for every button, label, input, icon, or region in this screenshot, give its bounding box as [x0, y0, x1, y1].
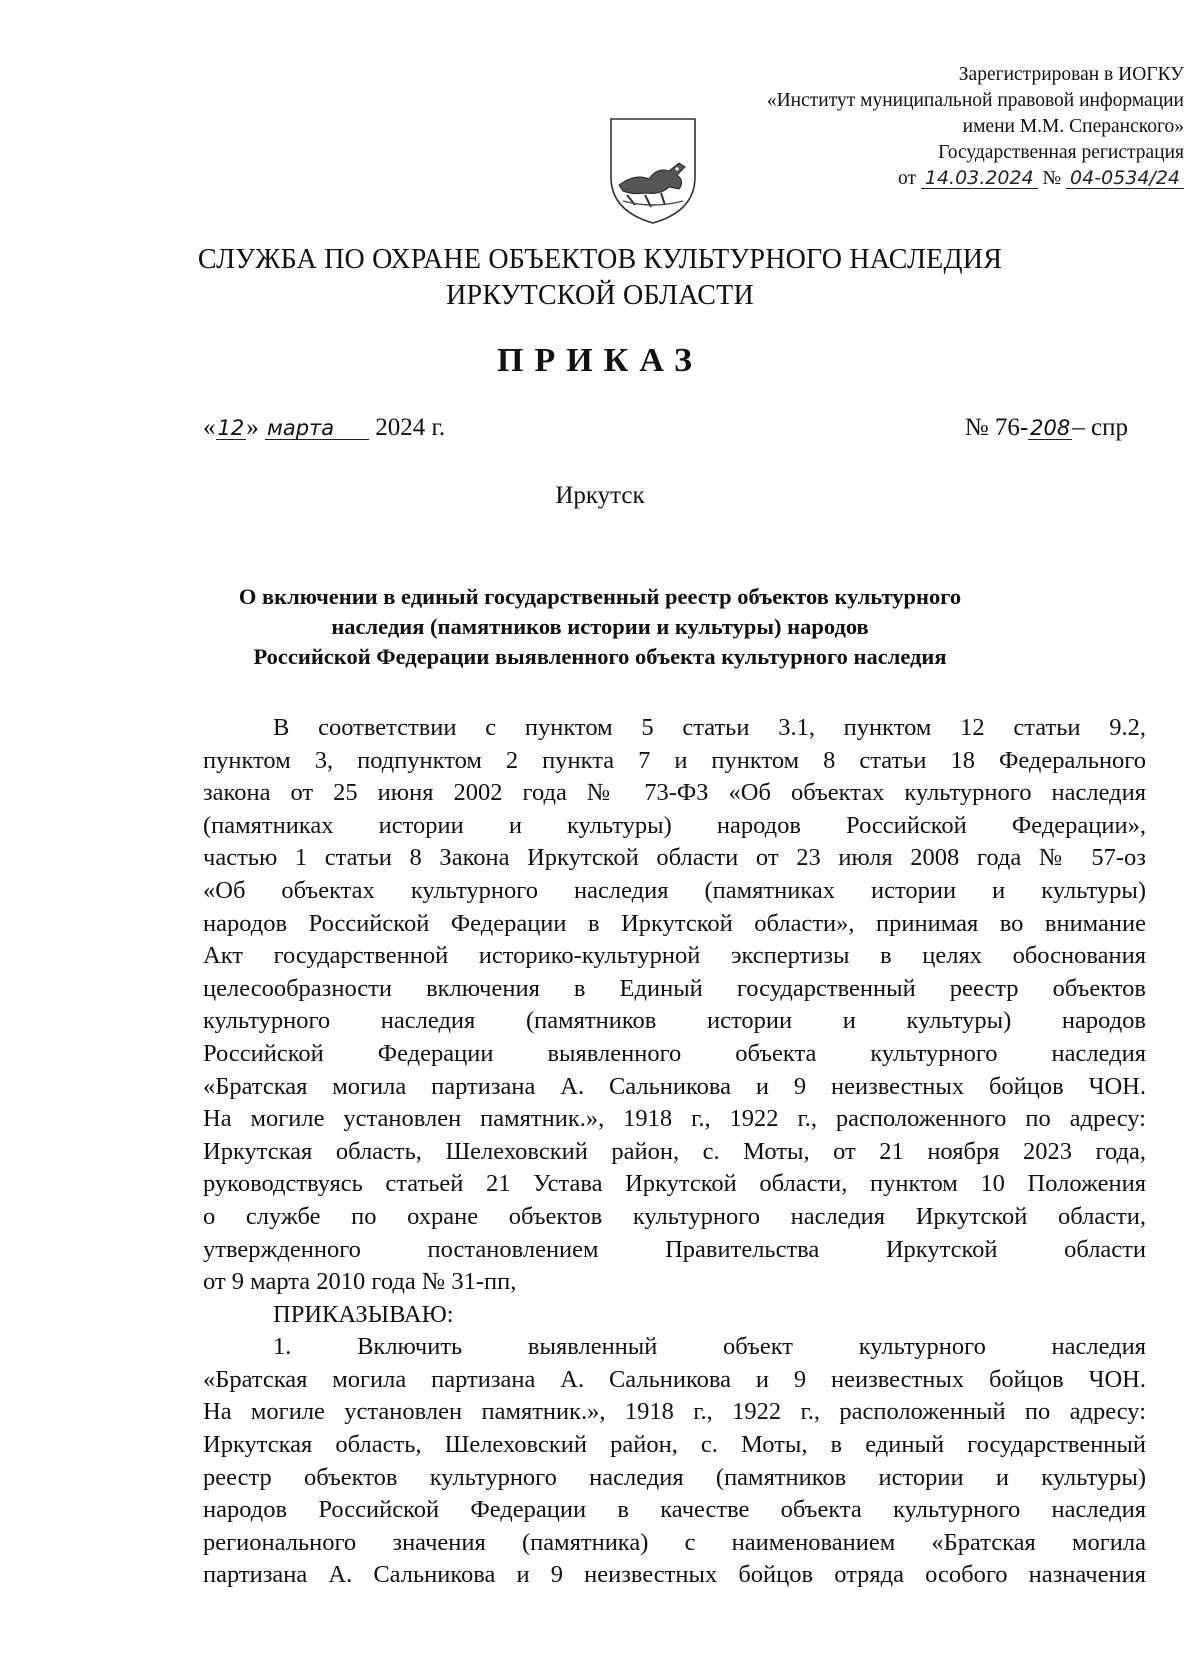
- order-number-handwritten: 208: [1030, 416, 1071, 440]
- body-line: культурного наследия (памятников истории и культуры) народов: [203, 1007, 1146, 1035]
- heading-line: Российской Федерации выявленного объекта культурного наследия: [253, 644, 947, 669]
- body-line: частью 1 статьи 8 Закона Иркутской области от 23 июля 2008 года № 57-оз: [203, 844, 1146, 872]
- registration-from-label: от: [897, 168, 916, 189]
- organization-line: СЛУЖБА ПО ОХРАНЕ ОБЪЕКТОВ КУЛЬТУРНОГО НАСЛЕДИЯ: [197, 244, 1003, 275]
- body-line: «Об объектах культурного наследия (памятниках истории и культуры): [203, 876, 1146, 904]
- quote-open: «: [203, 414, 216, 441]
- body-line: (памятниках истории и культуры) народов Российской Федерации»,: [203, 811, 1146, 839]
- body-line: Иркутская область, Шелеховский район, с. Моты, в единый государственный: [203, 1431, 1146, 1459]
- body-line: народов Российской Федерации в Иркутской области», принимая во внимание: [203, 909, 1146, 937]
- organization-line: ИРКУТСКОЙ ОБЛАСТИ: [446, 280, 754, 311]
- body-line: о службе по охране объектов культурного наследия Иркутской области,: [203, 1202, 1146, 1230]
- body-line: от 9 марта 2010 года № 31-пп,: [203, 1268, 517, 1296]
- body-line: реестр объектов культурного наследия (памятников истории и культуры): [203, 1463, 1146, 1491]
- heading-line: О включении в единый государственный реестр объектов культурного: [238, 584, 962, 609]
- order-heading: [200, 582, 1000, 672]
- document-type-title: ПРИКАЗ: [497, 342, 703, 379]
- order-body: [203, 712, 1146, 1592]
- date-month-handwritten: марта: [265, 417, 369, 440]
- registration-line: Государственная регистрация: [938, 142, 1184, 163]
- coat-of-arms-icon: [605, 115, 701, 227]
- body-line: Иркутская область, Шелеховский район, с. Моты, от 21 ноября 2023 года,: [203, 1137, 1146, 1165]
- registration-line: «Институт муниципальной правовой информации: [766, 90, 1184, 111]
- date-year: 2024 г.: [375, 414, 446, 441]
- body-line: Российской Федерации выявленного объекта культурного наследия: [203, 1039, 1146, 1067]
- registration-date-handwritten: 14.03.2024: [921, 168, 1038, 189]
- body-line: закона от 25 июня 2002 года № 73-ФЗ «Об объектах культурного наследия: [203, 779, 1146, 807]
- order-number-prefix: № 76-: [964, 414, 1029, 441]
- body-line: целесообразности включения в Единый государственный реестр объектов: [203, 974, 1146, 1002]
- city: Иркутск: [555, 482, 645, 509]
- body-line: В соответствии с пунктом 5 статьи 3.1, пунктом 12 статьи 9.2,: [273, 714, 1146, 741]
- body-line-decree: ПРИКАЗЫВАЮ:: [273, 1300, 454, 1328]
- body-line: утвержденного постановлением Правительства Иркутской области: [203, 1235, 1146, 1263]
- body-line-item-1: 1. Включить выявленный объект культурного наследия: [273, 1333, 1146, 1361]
- date-day-handwritten: 12: [217, 416, 245, 440]
- registration-line: Зарегистрирован в ИОГКУ: [958, 64, 1184, 85]
- body-line: Акт государственной историко-культурной экспертизы в целях обоснования: [203, 942, 1146, 970]
- body-line: партизана А. Сальникова и 9 неизвестных бойцов отряда особого назначения: [203, 1561, 1146, 1589]
- heading-line: наследия (памятников истории и культуры) народов: [331, 614, 869, 639]
- registration-number-handwritten: 04-0534/24: [1066, 168, 1184, 189]
- body-line: пунктом 3, подпунктом 2 пункта 7 и пунктом 8 статьи 18 Федерального: [203, 746, 1146, 774]
- order-number-suffix: – спр: [1072, 414, 1128, 441]
- organization-name: [0, 242, 1200, 314]
- registration-stamp: [664, 62, 1184, 192]
- registration-number-label: №: [1042, 168, 1062, 189]
- order-number: [965, 414, 1128, 442]
- registration-date-number: [664, 166, 1184, 192]
- registration-line: имени М.М. Сперанского»: [962, 116, 1184, 137]
- order-date: [203, 414, 445, 442]
- body-line: регионального значения (памятника) с наименованием «Братская могила: [203, 1528, 1146, 1556]
- body-line: руководствуясь статьей 21 Устава Иркутской области, пунктом 10 Положения: [203, 1170, 1146, 1198]
- quote-close: »: [246, 414, 259, 441]
- body-line: На могиле установлен памятник.», 1918 г., 1922 г., расположенный по адресу:: [203, 1398, 1146, 1426]
- body-line: На могиле установлен памятник.», 1918 г., 1922 г., расположенного по адресу:: [203, 1105, 1146, 1133]
- body-line: «Братская могила партизана А. Сальникова и 9 неизвестных бойцов ЧОН.: [203, 1365, 1146, 1393]
- body-line: «Братская могила партизана А. Сальникова и 9 неизвестных бойцов ЧОН.: [203, 1072, 1146, 1100]
- body-line: народов Российской Федерации в качестве объекта культурного наследия: [203, 1496, 1146, 1524]
